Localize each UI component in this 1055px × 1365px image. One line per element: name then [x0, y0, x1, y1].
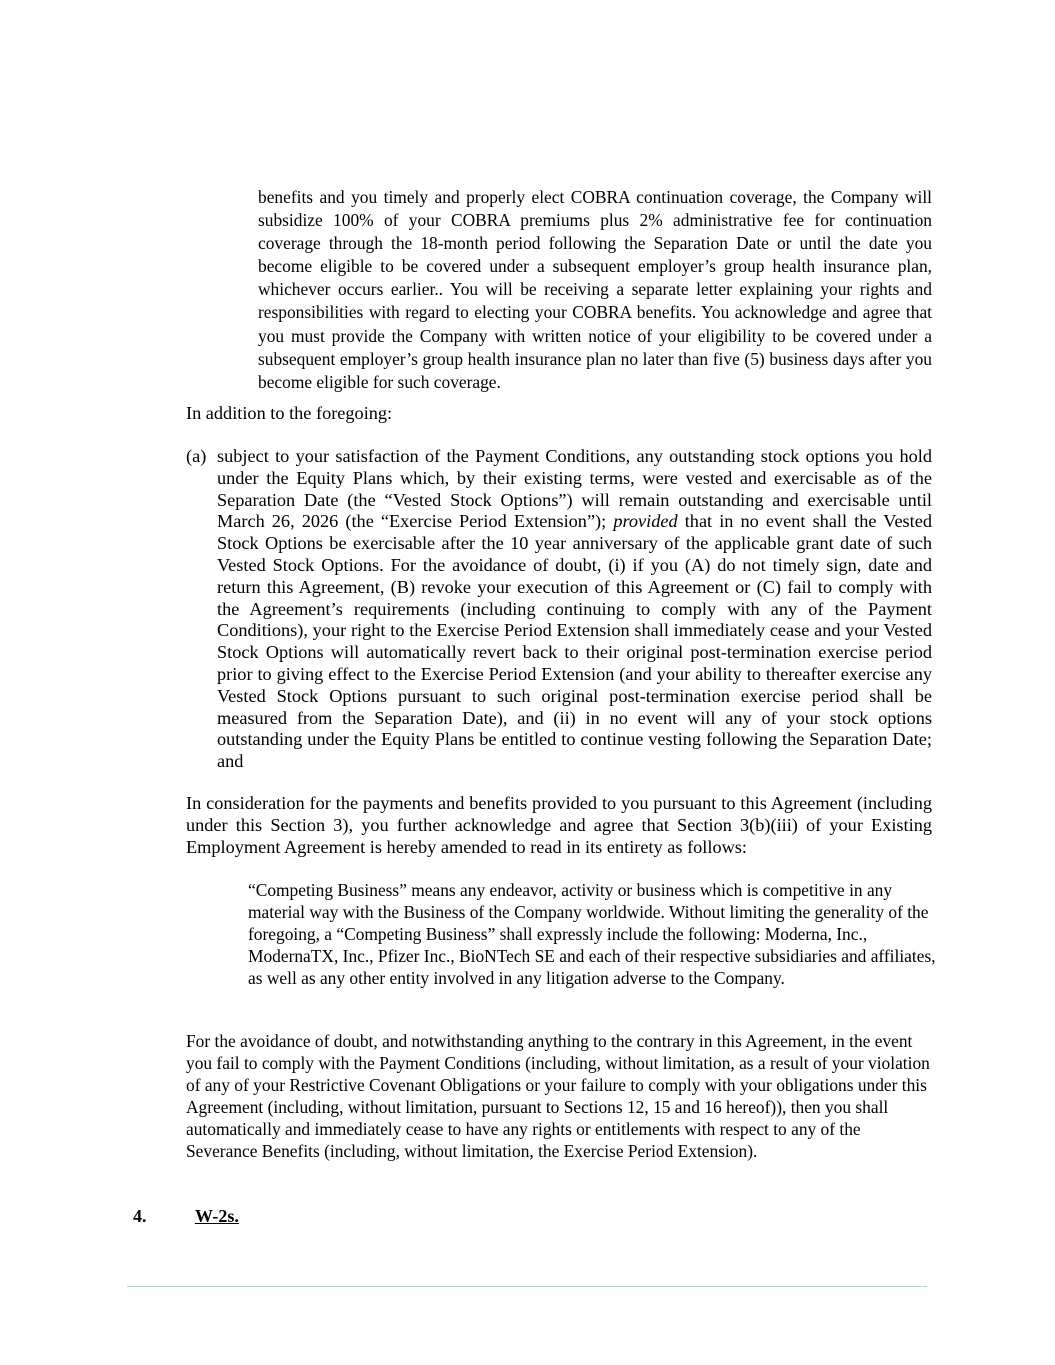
- section-title: W-2s.: [195, 1206, 239, 1226]
- section-number: 4.: [133, 1206, 147, 1226]
- item-a-text-before: subject to your satisfaction of the Payment Conditions, any outstanding stock options you hold under the Equity Plans which, by their existing terms, were vested and exercisable as of the Separation Date (the “Vested Stock Options”) will remain outstanding and exercisable until March 26, 2026 (the “Exercise Period Extension”);: [217, 446, 932, 532]
- intro-text: In addition to the foregoing:: [186, 403, 393, 423]
- list-item-label: (a): [186, 446, 207, 466]
- avoidance-paragraph: For the avoidance of doubt, and notwithstanding anything to the contrary in this Agreement, in the event you fail to comply with the Payment Conditions (including, without limitation, as a result of your violation of any of your Restrictive Covenant Obligations or your failure to comply with your obligations under this Agreement (including, without limitation, pursuant to Sections 12, 15 and 16 hereof)), then you shall automatically and immediately cease to have any rights or entitlements with respect to any of the Severance Benefits (including, without limitation, the Exercise Period Extension).: [186, 1031, 930, 1161]
- competing-business-quote: “Competing Business” means any endeavor, activity or business which is competitive in any material way with the Business of the Company worldwide. Without limiting the generality of the foregoing, a “Competing Business” shall expressly include the following: Moderna, Inc., ModernaTX, Inc., Pfizer Inc., BioNTech SE and each of their respective subsidiaries and affiliates, as well as any other entity involved in any litigation adverse to the Company.: [248, 880, 936, 988]
- item-a-emphasis: provided: [613, 511, 678, 532]
- footer-divider: [127, 1286, 927, 1287]
- list-item-a: [217, 446, 932, 773]
- item-a-text-after: that in no event shall the Vested Stock Options be exercisable after the 10 year anniversary of the applicable grant date of such Vested Stock Options. For the avoidance of doubt, (i) if you (A) do not timely sign, date and return this Agreement, (B) revoke your execution of this Agreement or (C) fail to comply with the Agreement’s requirements (including continuing to comply with any of the Payment Conditions), your right to the Exercise Period Extension shall immediately cease and your Vested Stock Options will automatically revert back to their original post-termination exercise period prior to giving effect to the Exercise Period Extension (and your ability to thereafter exercise any Vested Stock Options pursuant to such original post-termination exercise period shall be measured from the Separation Date), and (ii) in no event will any of your stock options outstanding under the Equity Plans be entitled to continue vesting following the Separation Date; and: [217, 511, 933, 772]
- cobra-benefits-paragraph: benefits and you timely and properly elect COBRA continuation coverage, the Company will subsidize 100% of your COBRA premiums plus 2% administrative fee for continuation coverage through the 18-month period following the Separation Date or until the date you become eligible to be covered under a subsequent employer’s group health insurance plan, whichever occurs earlier.. You will be receiving a separate letter explaining your rights and responsibilities with regard to electing your COBRA benefits. You acknowledge and agree that you must provide the Company with written notice of your eligibility to be covered under a subsequent employer’s group health insurance plan no later than five (5) business days after you become eligible for such coverage.: [258, 187, 932, 392]
- consideration-paragraph: In consideration for the payments and benefits provided to you pursuant to this Agreement (including under this Section 3), you further acknowledge and agree that Section 3(b)(iii) of your Existing Employment Agreement is hereby amended to read in its entirety as follows:: [186, 793, 932, 857]
